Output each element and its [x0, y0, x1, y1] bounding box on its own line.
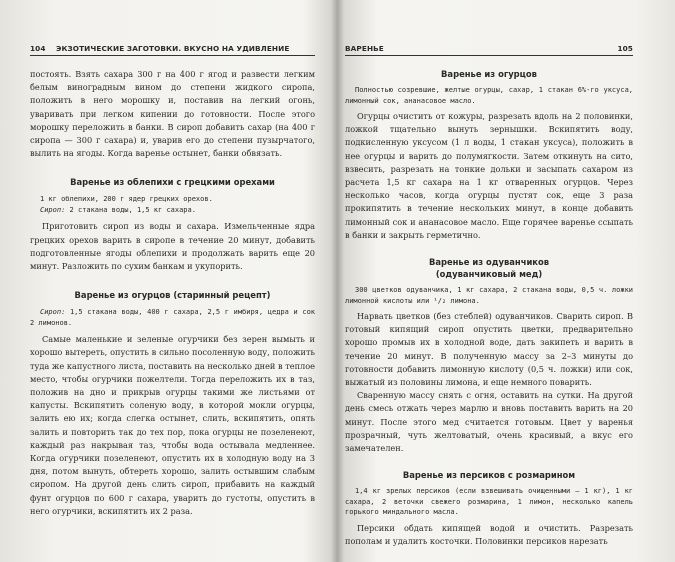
left-page-header — [30, 41, 315, 56]
method-paragraph: Приготовить сироп из воды и сахара. Измельченные ядра грецких орехов варить в сиропе в течение 20 минут, добавить подготовленные ягоды облепихи и продолжать варить еще 20 минут. Разложить по сухим банкам и укупорить. — [30, 221, 315, 272]
method-paragraph: Персики обдать кипящей водой и очистить. Разрезать пополам и удалить косточки. Половинки персиков нарезать — [345, 522, 633, 546]
page-number: 105 — [617, 44, 633, 53]
continuation-paragraph: постоять. Взять сахара 300 г на 400 г ягод и развести легким белым виноградным вином до степени жидкого сиропа, положить в него морошку и, поставив на легкий огонь, уваривать при легком кипении до готовности. После этого морошку переложить в банки. В сироп добавить сахар (на 400 г сиропа — 300 г сахара) и, уварив его до степени пузырчатого, вылить на ягоды. Когда варенье остынет, банки обвязать. — [30, 69, 315, 159]
recipe-title: Варенье из огурцов — [441, 69, 537, 79]
syrup-label: Сироп: — [40, 308, 66, 317]
right-page-header — [345, 41, 633, 56]
left-page — [30, 0, 315, 562]
method-paragraph: Самые маленькие и зеленые огурчики без зерен вымыть и хорошо вытереть, опустить в сильно посоленную воду, положить туда же капустного листа, поставить на несколько дней в теплое место, чтобы огурчики пожелтели. Тогда переложить их в таз, положив на дно и прикрыв огурцы такими же листьями от капусты. Вскипятить соленую воду, в которой мокли огурцы, залить ею их; когда слегка остынет, слить, вскипятить, опять залить и повторить так до тех пор, пока огурцы не позеленеют, каждый раз накрывая таз, чтобы вода остывала медленнее. Когда огурчики позеленеют, опустить их в холодную воду на 3 дня, потом вынуть, обтереть хорошо, залить остывшим слабым сиропом. На другой день слить сироп, прибавить на каждый фунт огурцов по 600 г сахара, уварить до густоты, опустить в него огурчики, вскипятить их 2 раза. — [30, 334, 315, 516]
syrup-text: 1,5 стакана воды, 400 г сахара, 2,5 г имбиря, цедра и сок 2 лимонов. — [30, 308, 315, 327]
ingredients: 1,4 кг зрелых персиков (если взвешивать очищенными — 1 кг), 1 кг сахара, 2 веточки свежего розмарина, 1 лимон, несколько капель горького миндального масла. — [345, 487, 633, 517]
syrup-label: Сироп: — [40, 205, 66, 214]
recipe-title: Варенье из персиков с розмарином — [402, 470, 576, 481]
recipe-title: Варенье из облепихи с грецкими орехами — [70, 177, 275, 188]
page-number: 104 — [30, 44, 46, 53]
syrup-text: 2 стакана воды, 1,5 кг сахара. — [65, 205, 196, 214]
ingredients: Полностью созревшие, желтые огурцы, сахар, 1 стакан 6%-го уксуса, лимонный сок, ананасовое масло. — [345, 86, 633, 105]
syrup-ingredients — [30, 307, 315, 328]
right-page-body — [345, 68, 633, 548]
right-page — [345, 0, 633, 562]
recipe-title: Варенье из одуванчиков — [428, 257, 550, 268]
left-page-body — [30, 68, 315, 518]
method-paragraph: Нарвать цветков (без стеблей) одуванчиков. Сварить сироп. В готовый кипящий сироп опустить цветки, предварительно хорошо промыв их в холодной воде, дать закипеть и варить в течение 20 минут. В полученную массу за 2–3 минуты до готовности добавить лимонную кислоту (0,5 ч. ложки) или сок, выжатый из половины лимона, и еще немного поварить. — [345, 311, 633, 388]
running-title: ВАРЕНЬЕ — [345, 44, 384, 53]
syrup-ingredients — [30, 205, 315, 216]
ingredients: 1 кг облепихи, 200 г ядер грецких орехов. — [40, 195, 213, 204]
running-title: ЭКЗОТИЧЕСКИЕ ЗАГОТОВКИ. ВКУСНО НА УДИВЛЕНИЕ — [56, 44, 290, 53]
method-paragraph: Сваренную массу снять с огня, оставить на сутки. На другой день смесь отжать через марлю и вновь поставить варить на 20 минут. После этого мед считается готовым. Цвет у варенья прозрачный, чуть желтоватый, очень красивый, а вкус его замечателен. — [345, 390, 633, 454]
recipe-title: Варенье из огурцов (старинный рецепт) — [74, 290, 271, 301]
recipe-subtitle: (одуванчиковый мед) — [435, 269, 543, 280]
method-paragraph: Огурцы очистить от кожуры, разрезать вдоль на 2 половинки, ложкой тщательно вынуть зернышки. Вскипятить воду, подкисленную уксусом (1 л воды, 1 стакан уксуса), положить в нее огурцы и варить до полумягкости. Затем откинуть на сито, взвесить, разрезать на тонкие дольки и засыпать сахаром из расчета 1,5 кг сахара на 1 кг отваренных огурцов. Через несколько часов, когда огурцы пустят сок, еще 3 раза прокипятить в течение нескольких минут, в конце добавить лимонный сок и ананасовое масло. Еще горячее варенье ссыпать в банки и закрыть герметично. — [345, 111, 633, 240]
ingredients: 300 цветков одуванчика, 1 кг сахара, 2 стакана воды, 0,5 ч. ложки лимонной кислоты или ¹/₂ лимона. — [345, 286, 633, 305]
